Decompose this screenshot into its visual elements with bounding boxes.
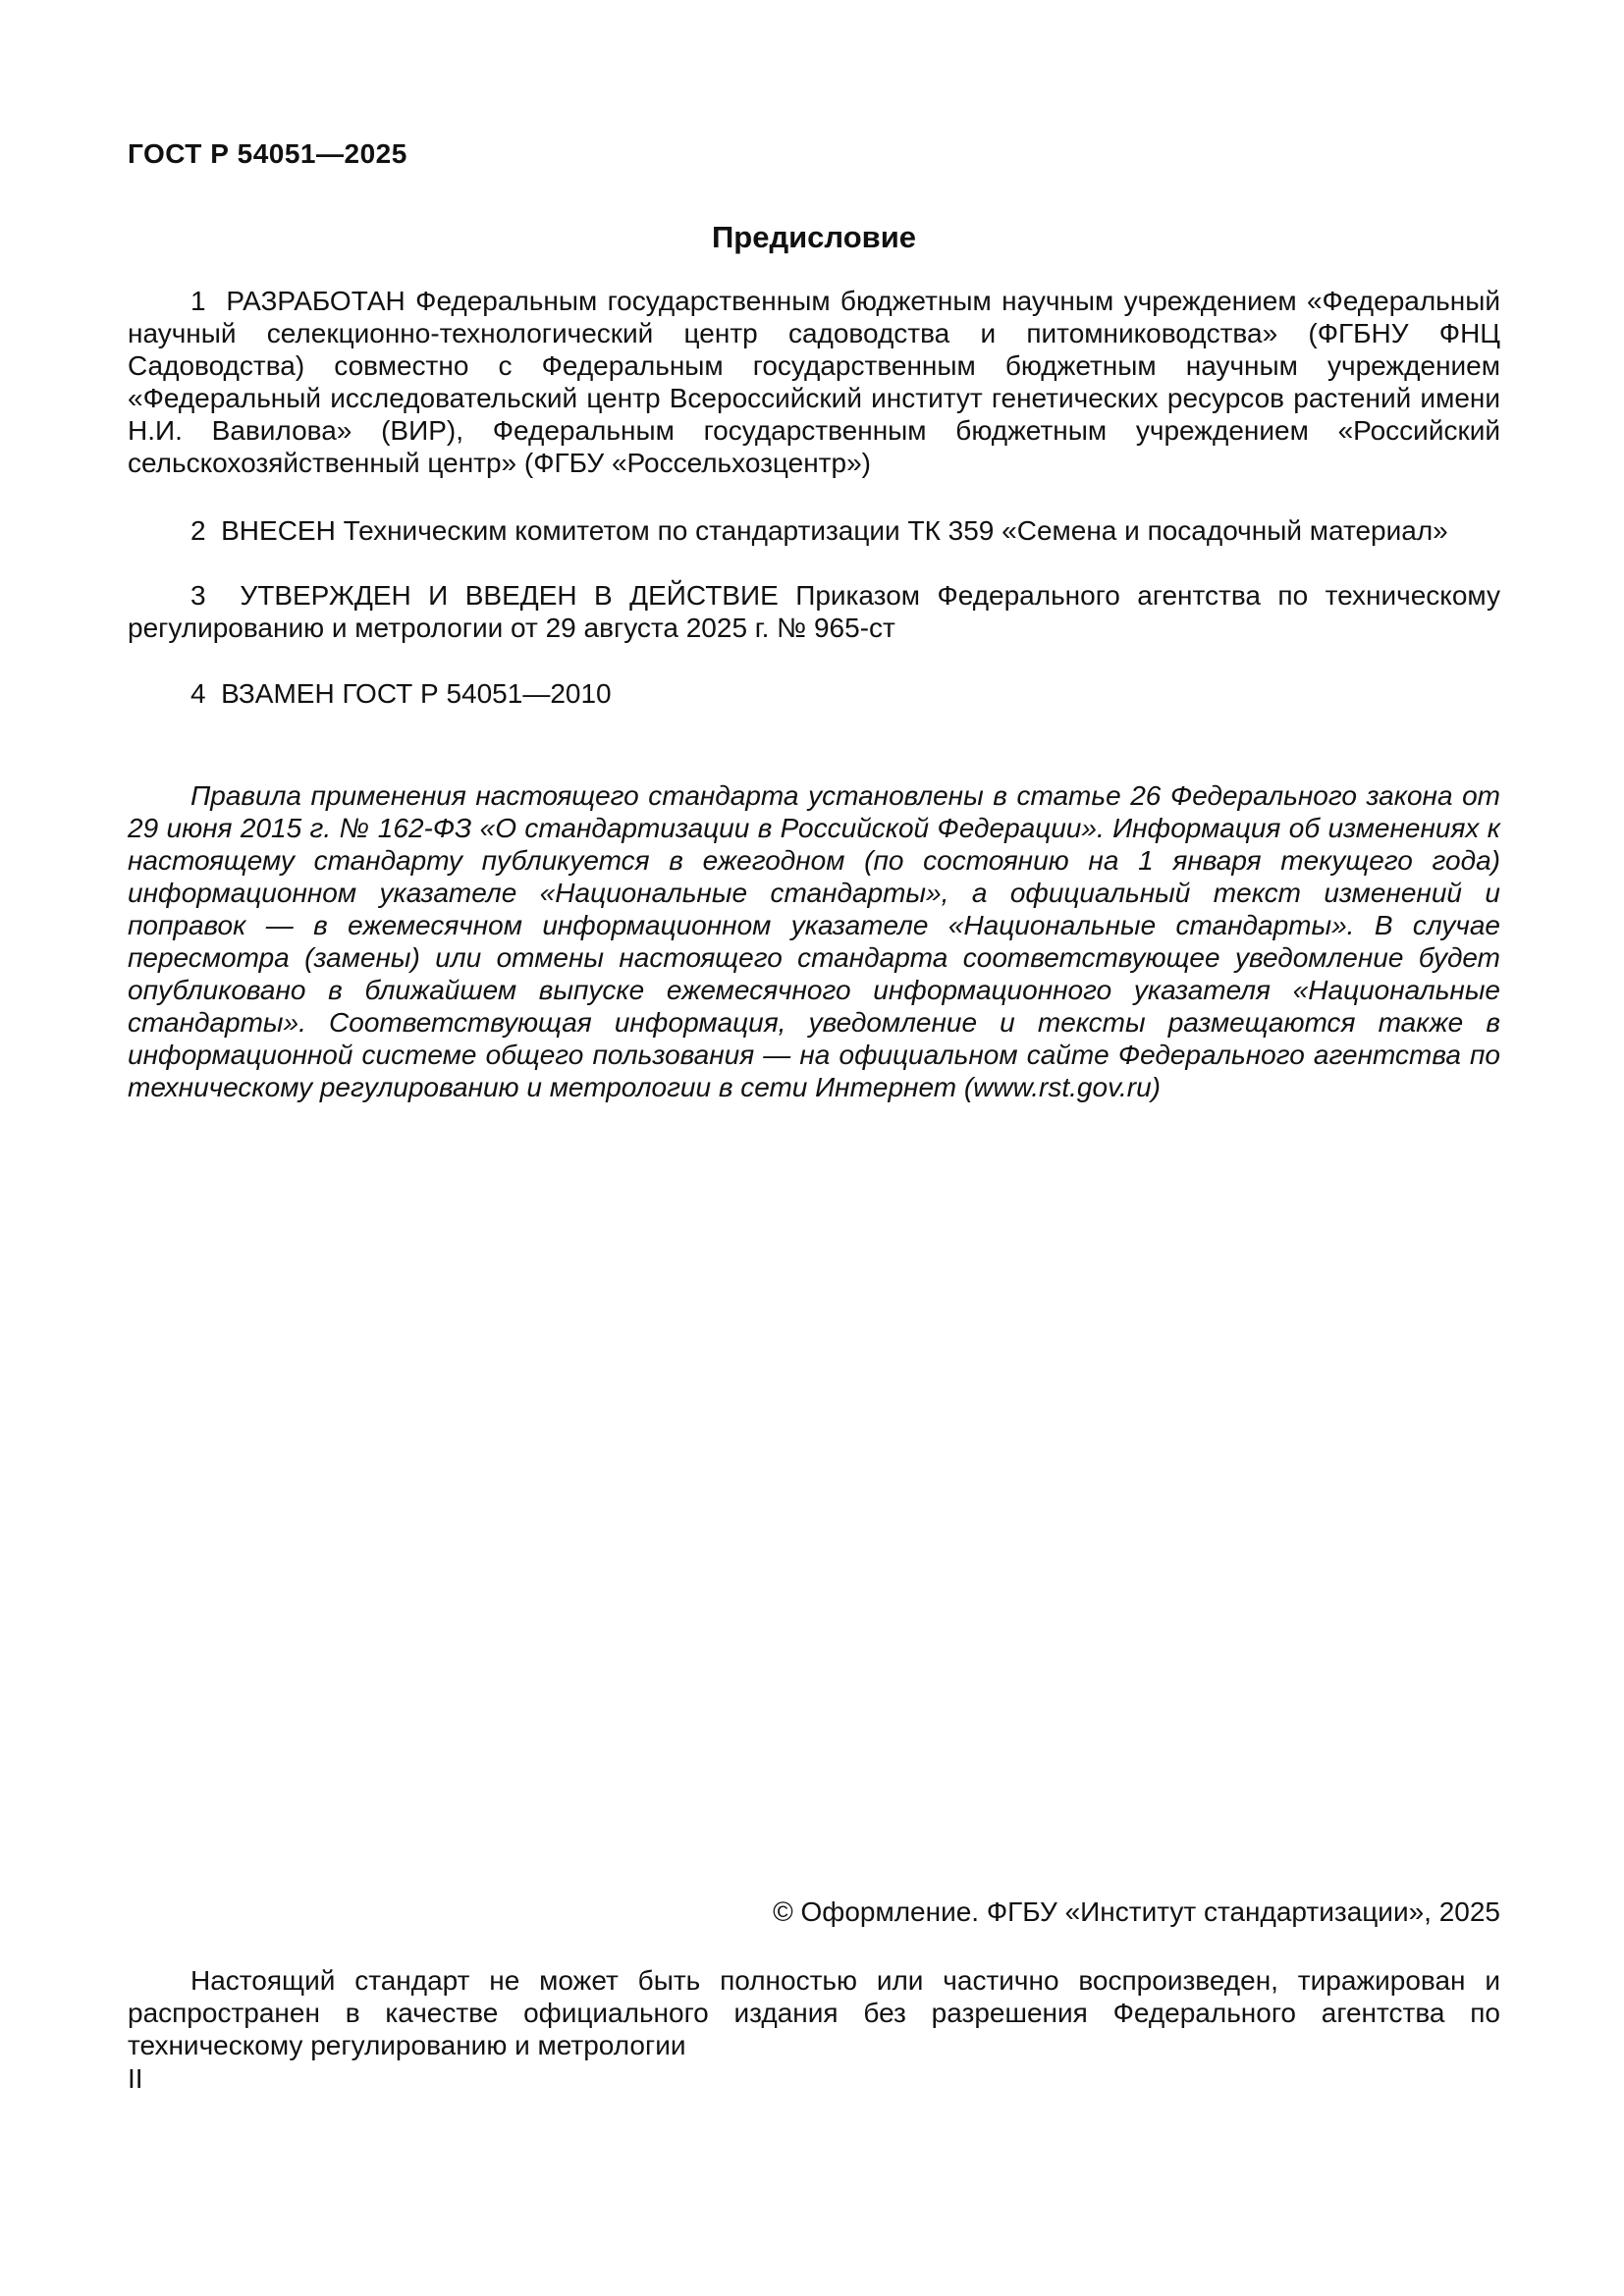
foreword-item-developed: 1 РАЗРАБОТАН Федеральным государственным бюджетным научным учреждением «Федеральный научный селекционно-технологический центр садоводства и питомниководства» (ФГБНУ ФНЦ Садоводства) совместно с Федеральным государственным бюджетным научным учреждением «Федеральный исследовательский центр Всероссийский институт генетических ресурсов растений имени Н.И. Вавилова» (ВИР), Федеральным государственным бюджетным учреждением «Российский сельскохозяйственный центр» (ФГБУ «Россельхозцентр») (128, 286, 1500, 478)
foreword-item-submitted: 2 ВНЕСЕН Техническим комитетом по стандартизации ТК 359 «Семена и посадочный материал» (190, 515, 1448, 546)
foreword-item-replaces: 4 ВЗАМЕН ГОСТ Р 54051—2010 (190, 678, 612, 709)
page-title: Предисловие (711, 220, 916, 254)
page-number: II (128, 2063, 143, 2094)
copyright-line: © Оформление. ФГБУ «Институт стандартизации», 2025 (773, 1896, 1500, 1927)
foreword-item-approved: 3 УТВЕРЖДЕН И ВВЕДЕН В ДЕЙСТВИЕ Приказом Федерального агентства по техническому регулированию и метрологии от 29 августа 2025 г. № 965-ст (128, 580, 1500, 643)
legal-notice: Правила применения настоящего стандарта установлены в статье 26 Федерального закона от 29 июня 2015 г. № 162-ФЗ «О стандартизации в Российской Федерации». Информация об изменениях к настоящему стандарту публикуется в ежегодном (по состоянию на 1 января текущего года) информационном указателе «Национальные стандарты», а официальный текст изменений и поправок — в ежемесячном информационном указателе «Национальные стандарты». В случае пересмотра (замены) или отмены настоящего стандарта соответствующее уведомление будет опубликовано в ближайшем выпуске ежемесячного информационного указателя «Национальные стандарты». Соответствующая информация, уведомление и тексты размещаются также в информационной системе общего пользования — на официальном сайте Федерального агентства по техническому регулированию и метрологии в сети Интернет (www.rst.gov.ru) (128, 780, 1500, 1102)
restriction-notice: Настоящий стандарт не может быть полностью или частично воспроизведен, тиражирован и распространен в качестве официального издания без разрешения Федерального агентства по техническому регулированию и метрологии (128, 1965, 1500, 2060)
standard-designation: ГОСТ Р 54051—2025 (128, 138, 407, 169)
